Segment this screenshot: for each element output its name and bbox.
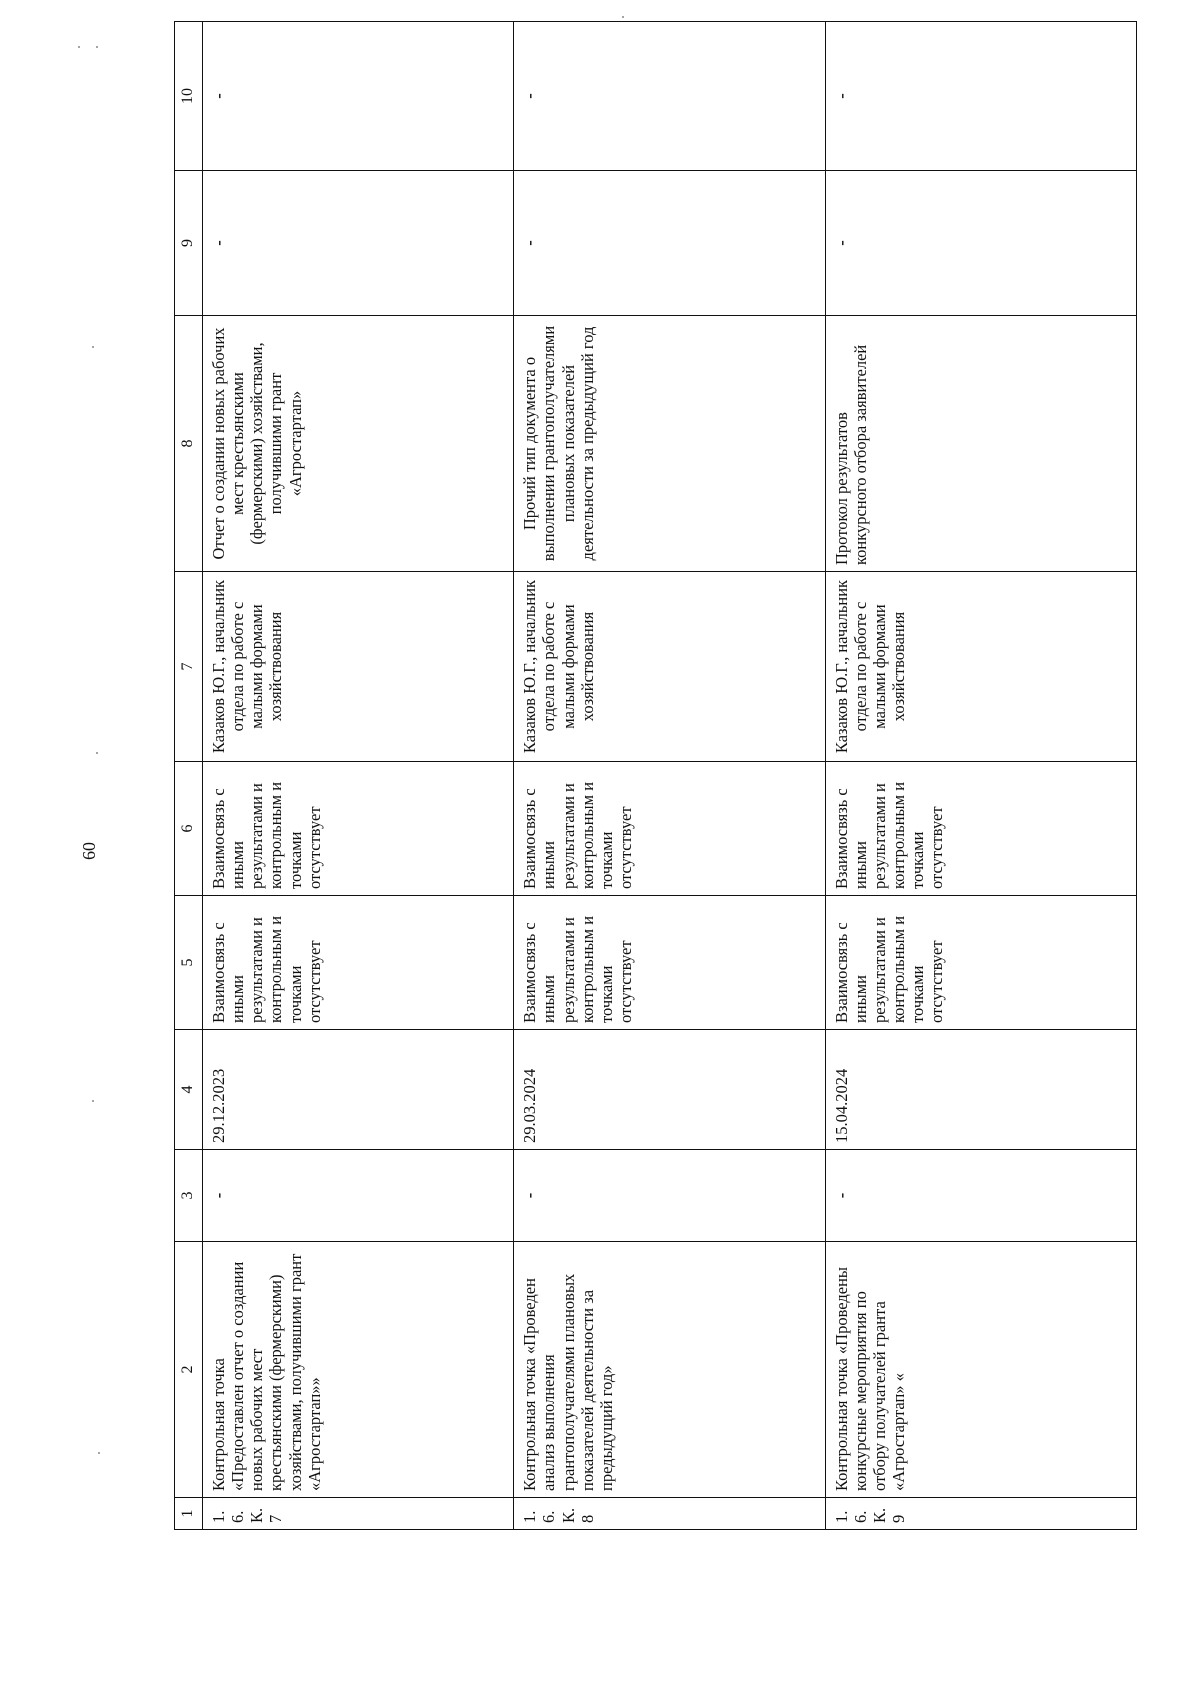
column-header: 9: [175, 171, 203, 316]
control-point-name: Контрольная точка «Проведен анализ выполнения грантополучателями плановых показателей деятельности за предыдущий год»: [514, 1242, 825, 1498]
dash-value: -: [831, 1192, 851, 1199]
page-number: 60: [79, 842, 99, 860]
control-point-name: Контрольная точка «Предоставлен отчет о создании новых рабочих мест крестьянскими (фермерскими) хозяйствами, получившими грант «Агростартап»»: [203, 1242, 514, 1498]
table-row: [825, 22, 1136, 1530]
scan-speck: [96, 752, 98, 754]
dash-value: -: [831, 240, 851, 246]
rotated-table-container: [174, 22, 1137, 1530]
column-header: 5: [175, 896, 203, 1030]
responsible-person: Казаков Ю.Г., начальник отдела по работе с малыми формами хозяйствования: [203, 572, 514, 762]
link-col6: Взаимосвязь с иными результатами и контрольным и точками отсутствует: [203, 762, 514, 896]
scan-speck: [92, 1100, 94, 1102]
column-header: 1: [175, 1498, 203, 1530]
cell-col9: [203, 171, 514, 316]
link-col5: Взаимосвязь с иными результатами и контрольным и точками отсутствует: [203, 896, 514, 1030]
cell-col9: [514, 171, 825, 316]
column-header: 4: [175, 1030, 203, 1150]
document-type: Отчет о создании новых рабочих мест крестьянскими (фермерскими) хозяйствами, получившими грант «Агростартап»: [203, 316, 514, 572]
scan-speck: [98, 1452, 100, 1454]
deadline-date: 15.04.2024: [825, 1030, 1136, 1150]
scan-speck: [78, 46, 80, 48]
column-header: 8: [175, 316, 203, 572]
cell-col9: [825, 171, 1136, 316]
column-header: 10: [175, 22, 203, 171]
row-number: 1.6. К.7: [203, 1498, 514, 1530]
link-col5: Взаимосвязь с иными результатами и контрольным и точками отсутствует: [825, 896, 1136, 1030]
document-type: Протокол результатов конкурсного отбора заявителей: [825, 316, 1136, 572]
cell-col10: [203, 22, 514, 171]
dash-value: -: [209, 1192, 229, 1199]
responsible-person: Казаков Ю.Г., начальник отдела по работе с малыми формами хозяйствования: [825, 572, 1136, 762]
control-point-name: Контрольная точка «Проведены конкурсные мероприятия по отбору получателей гранта «Агростартап» «: [825, 1242, 1136, 1498]
dash-value: -: [831, 93, 851, 99]
scan-speck: [96, 46, 98, 48]
document-type: Прочий тип документа о выполнении грантополучателями плановых показателей деятельности за предыдущий год: [514, 316, 825, 572]
deadline-date: 29.03.2024: [514, 1030, 825, 1150]
row-number: 1.6. К.8: [514, 1498, 825, 1530]
dash-value: -: [520, 1192, 540, 1199]
scan-speck: [92, 346, 94, 348]
column-header: 7: [175, 572, 203, 762]
cell-col3: [514, 1150, 825, 1242]
deadline-date: 29.12.2023: [203, 1030, 514, 1150]
dash-value: -: [209, 240, 229, 246]
column-number-row: [175, 22, 203, 1530]
control-points-table: [174, 21, 1137, 1530]
link-col5: Взаимосвязь с иными результатами и контрольным и точками отсутствует: [514, 896, 825, 1030]
link-col6: Взаимосвязь с иными результатами и контрольным и точками отсутствует: [514, 762, 825, 896]
column-header: 6: [175, 762, 203, 896]
column-header: 3: [175, 1150, 203, 1242]
dash-value: -: [209, 93, 229, 99]
link-col6: Взаимосвязь с иными результатами и контрольным и точками отсутствует: [825, 762, 1136, 896]
table-row: [514, 22, 825, 1530]
cell-col10: [514, 22, 825, 171]
cell-col3: [203, 1150, 514, 1242]
cell-col10: [825, 22, 1136, 171]
row-number: 1.6. К.9: [825, 1498, 1136, 1530]
table-row: [203, 22, 514, 1530]
scan-speck: [622, 16, 624, 18]
responsible-person: Казаков Ю.Г., начальник отдела по работе с малыми формами хозяйствования: [514, 572, 825, 762]
dash-value: -: [520, 240, 540, 246]
cell-col3: [825, 1150, 1136, 1242]
column-header: 2: [175, 1242, 203, 1498]
dash-value: -: [520, 93, 540, 99]
